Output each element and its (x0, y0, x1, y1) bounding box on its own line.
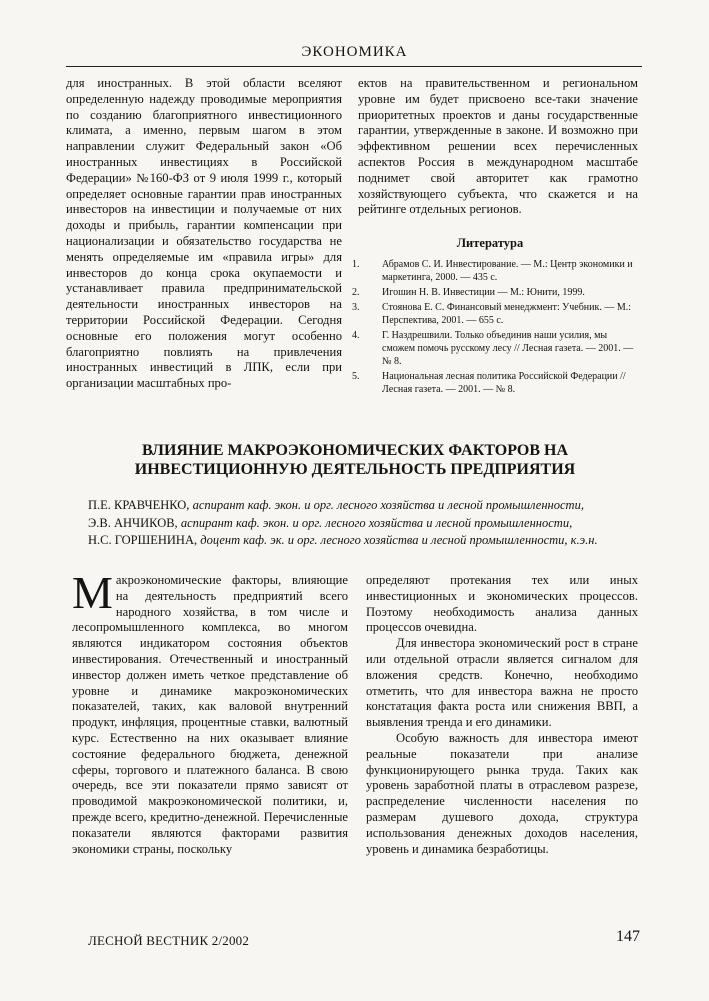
reference-number: 1. (352, 259, 360, 270)
header-rule (66, 66, 642, 67)
author-name: Н.С. ГОРШЕНИНА, (88, 533, 198, 547)
prev-article-left-column (66, 76, 342, 392)
article-right-column (366, 573, 638, 857)
reference-text: Стоянова Е. С. Финансовый менеджмент: Учебник. — М.: Перспектива, 2001. — 655 с. (382, 302, 632, 326)
article-paragraph: Для инвестора экономический рост в стране или отдельной отрасли является сигналом для вложения средств. Конечно, необходимо отметить, что для инвестора важна не просто констатация факта роста или снижения ВВП, а выявления тренда и его динамики. (366, 636, 638, 730)
prev-article-text-left: для иностранных. В этой области вселяют определенную надежду проводимые мероприятия по созданию благоприятного инвестиционного климата, а именно, первым шагом в этом направлении служит Федеральный закон «Об иностранных инвестициях в Российской Федерации» №160-ФЗ от 9 июля 1999 г., который определяет основные гарантии прав иностранных инвесторов на инвестиции и получаемые от них доходы и прибыль, гарантии компенсации при национализации и обязательство государства не менять определяемые им «правила игры» для инвесторов до конца срока окупаемости и устанавливает правила предпринимательской деятельности иностранных инвесторов на территории Российской Федерации. Сегодня основные его положения могут особенно благоприятно повлиять на привлечения иностранных инвестиций в ЛПК, если при организации масштабных про- (66, 76, 342, 391)
author-affiliation: доцент каф. эк. и орг. лесного хозяйства и лесной промышленности, к.э.н. (200, 533, 598, 547)
article-intro-paragraph (72, 567, 348, 857)
reference-text: Игошин Н. В. Инвестиции — М.: Юнити, 1999. (382, 287, 585, 298)
references-list (352, 258, 638, 398)
page-number: 147 (616, 928, 640, 945)
author-line (88, 497, 648, 515)
reference-number: 3. (352, 302, 360, 313)
reference-item (352, 258, 638, 284)
reference-item (352, 329, 638, 368)
authors-block (88, 497, 648, 550)
author-line (88, 532, 648, 550)
reference-number: 5. (352, 371, 360, 382)
article-intro-text: акроэкономические факторы, влияющие на деятельность предприятий всего народного хозяйства, в том числе и лесопромышленного комплекса, во многом являются индикатором состояния объектов инвестирования. Отечественный и иностранный инвестор должен иметь четкое представление об уровне и динамике макроэкономических показателей, таких, как валовой внутренний продукт, инфляция, процентные ставки, валютный курс. Естественно на них оказывает влияние состояние федерального бюджета, денежной сферы, торгового и платежного баланса. В свою очередь, все эти показатели прямо зависят от проводимой макроэкономической политики, и, прежде всего, кредитно-денежной. Перечисленные показатели являются факторами развития экономики страны, поскольку (72, 573, 348, 856)
reference-text: Абрамов С. И. Инвестирование. — М.: Центр экономики и маркетинга, 2000. — 435 с. (382, 259, 633, 283)
reference-item (352, 301, 638, 327)
article-title (60, 441, 650, 479)
reference-number: 2. (352, 287, 360, 298)
article-paragraph: определяют протекания тех или иных инвестиционных и экономических процессов. Поэтому необходимость анализа данных процессов очевидна. (366, 573, 638, 635)
reference-item (352, 286, 638, 299)
prev-article-text-right: ектов на правительственном и региональном уровне им будет присвоено все-таки значение приоритетных проектов и даны государственные гарантии, утвержденные в законе. И возможно при эффективном решении всех перечисленных аспектов Россия в международном масштабе поднимет свой авторитет как грамотно хозяйствующего субъекта, что скажется и на рейтинге отдельных регионов. (358, 76, 638, 217)
reference-item (352, 370, 638, 396)
section-header: ЭКОНОМИКА (301, 44, 408, 60)
references-title: Литература (456, 236, 524, 250)
article-title-line: ИНВЕСТИЦИОННУЮ ДЕЯТЕЛЬНОСТЬ ПРЕДПРИЯТИЯ (134, 461, 576, 478)
prev-article-right-column (358, 76, 638, 218)
author-affiliation: аспирант каф. экон. и орг. лесного хозяйства и лесной промышленности, (192, 498, 584, 512)
article-title-line: ВЛИЯНИЕ МАКРОЭКОНОМИЧЕСКИХ ФАКТОРОВ НА (141, 442, 569, 459)
reference-text: Г. Наздрешвили. Только объединив наши усилия, мы сможем помочь русскому лесу // Лесная газета. — 2001. — № 8. (382, 330, 634, 367)
reference-number: 4. (352, 330, 360, 341)
article-paragraph: Особую важность для инвестора имеют реальные показатели при анализе функционирующего рынка труда. Таких как уровень заработной платы в отраслевом разрезе, распределение численности населения по размерам душевого дохода, структура использования денежных доходов населения, уровень и динамика безработицы. (366, 730, 638, 856)
journal-footer: ЛЕСНОЙ ВЕСТНИК 2/2002 (88, 933, 250, 948)
drop-cap: М (72, 567, 113, 618)
author-affiliation: аспирант каф. экон. и орг. лесного хозяйства и лесной промышленности, (180, 515, 573, 530)
author-line (88, 515, 648, 533)
article-left-column (72, 567, 348, 857)
author-name: П.Е. КРАВЧЕНКО, (88, 498, 190, 512)
author-name: Э.В. АНЧИКОВ, (88, 515, 178, 530)
reference-text: Национальная лесная политика Российской Федерации // Лесная газета. — 2001. — № 8. (382, 371, 626, 395)
